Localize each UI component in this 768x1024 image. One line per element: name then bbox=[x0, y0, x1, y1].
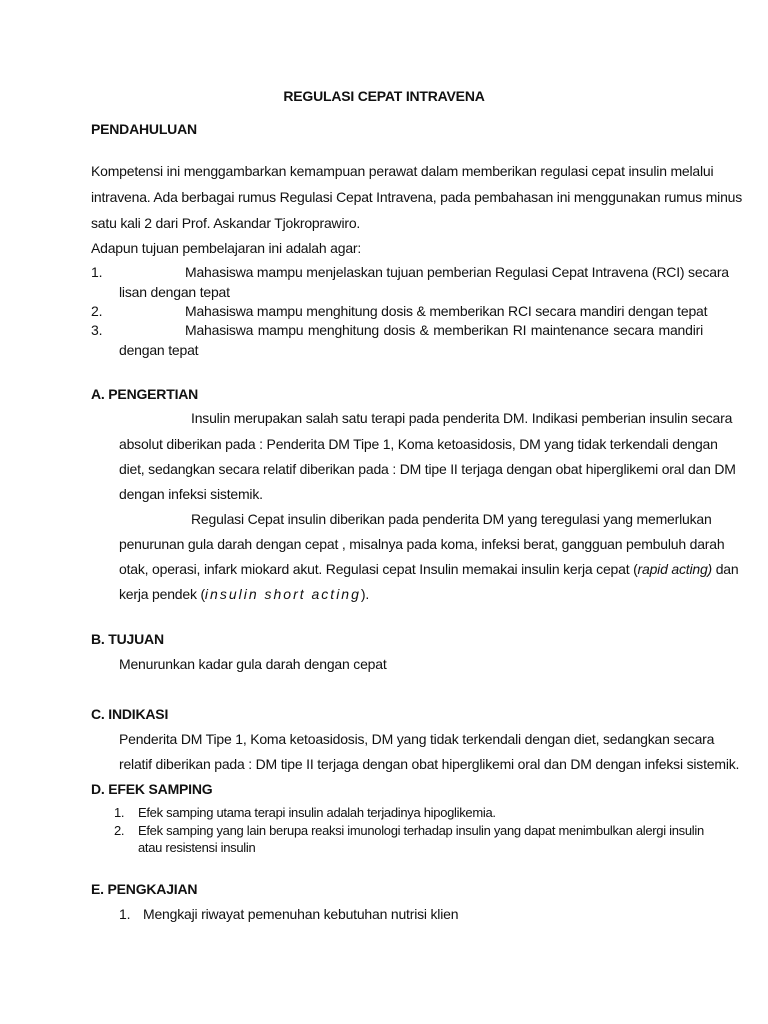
section-heading-pengkajian: E. PENGKAJIAN bbox=[91, 881, 198, 897]
indikasi-line: Penderita DM Tipe 1, Koma ketoasidosis, DM yang tidak terkendali dengan diet, sedangkan secara bbox=[119, 731, 715, 747]
pengertian-line: Insulin merupakan salah satu terapi pada penderita DM. Indikasi pemberian insulin secara bbox=[191, 410, 733, 426]
list-item-continuation: atau resistensi insulin bbox=[138, 840, 256, 855]
intro-line: Kompetensi ini menggambarkan kemampuan perawat dalam memberikan regulasi cepat insulin melalui bbox=[91, 163, 714, 179]
list-number: 2. bbox=[114, 823, 125, 838]
list-item-continuation: lisan dengan tepat bbox=[119, 284, 230, 300]
list-item-text: Mahasiswa mampu menjelaskan tujuan pemberian Regulasi Cepat Intravena (RCI) secara bbox=[185, 264, 729, 280]
section-heading-efek-samping: D. EFEK SAMPING bbox=[91, 781, 213, 797]
indikasi-line: relatif diberikan pada : DM tipe II terjaga dengan obat hiperglikemi oral dan DM dengan infeksi sistemik. bbox=[119, 756, 740, 772]
list-item-text: Efek samping yang lain berupa reaksi imunologi terhadap insulin yang dapat menimbulkan alergi insulin bbox=[138, 823, 704, 838]
intro-goals-lead: Adapun tujuan pembelajaran ini adalah agar: bbox=[91, 240, 362, 256]
pengertian-line: Regulasi Cepat insulin diberikan pada penderita DM yang teregulasi yang memerlukan bbox=[191, 511, 712, 527]
text-run: kerja pendek ( bbox=[119, 586, 205, 602]
text-run: otak, operasi, infark miokard akut. Regulasi cepat Insulin memakai insulin kerja cepat ( bbox=[119, 561, 638, 577]
intro-line: intravena. Ada berbagai rumus Regulasi Cepat Intravena, pada pembahasan ini menggunakan rumus minus bbox=[91, 189, 743, 205]
italic-term: rapid acting) bbox=[637, 561, 712, 577]
list-number: 3. bbox=[91, 322, 103, 338]
list-item-continuation: dengan tepat bbox=[119, 342, 199, 358]
pengertian-line bbox=[119, 586, 369, 602]
text-run: dan bbox=[712, 561, 739, 577]
list-item-text: Mahasiswa mampu menghitung dosis & memberikan RI maintenance secara mandiri bbox=[185, 322, 703, 338]
italic-term: insulin short acting bbox=[204, 586, 361, 602]
text-run: ). bbox=[360, 586, 370, 602]
pengertian-line: dengan infeksi sistemik. bbox=[119, 486, 263, 502]
list-number: 1. bbox=[91, 264, 103, 280]
page-title: REGULASI CEPAT INTRAVENA bbox=[283, 88, 485, 104]
list-number: 1. bbox=[119, 906, 131, 922]
tujuan-text: Menurunkan kadar gula darah dengan cepat bbox=[119, 656, 387, 672]
list-number: 1. bbox=[114, 805, 125, 820]
section-heading-pendahuluan: PENDAHULUAN bbox=[91, 121, 197, 137]
pengertian-line: absolut diberikan pada : Penderita DM Tipe 1, Koma ketoasidosis, DM yang tidak terkendali dengan bbox=[119, 436, 718, 452]
list-item-text: Mengkaji riwayat pemenuhan kebutuhan nutrisi klien bbox=[143, 906, 459, 922]
pengertian-line: penurunan gula darah dengan cepat , misalnya pada koma, infeksi berat, gangguan pembuluh darah bbox=[119, 536, 725, 552]
intro-line: satu kali 2 dari Prof. Askandar Tjokroprawiro. bbox=[91, 215, 361, 231]
list-item-text: Mahasiswa mampu menghitung dosis & memberikan RCI secara mandiri dengan tepat bbox=[185, 303, 708, 319]
list-number: 2. bbox=[91, 303, 103, 319]
pengertian-line: diet, sedangkan secara relatif diberikan pada : DM tipe II terjaga dengan obat hiperglikemi oral dan DM bbox=[119, 461, 736, 477]
section-heading-tujuan: B. TUJUAN bbox=[91, 631, 164, 647]
section-heading-indikasi: C. INDIKASI bbox=[91, 706, 169, 722]
section-heading-pengertian: A. PENGERTIAN bbox=[91, 386, 199, 402]
list-item-text: Efek samping utama terapi insulin adalah terjadinya hipoglikemia. bbox=[138, 805, 496, 820]
pengertian-line bbox=[119, 561, 738, 577]
